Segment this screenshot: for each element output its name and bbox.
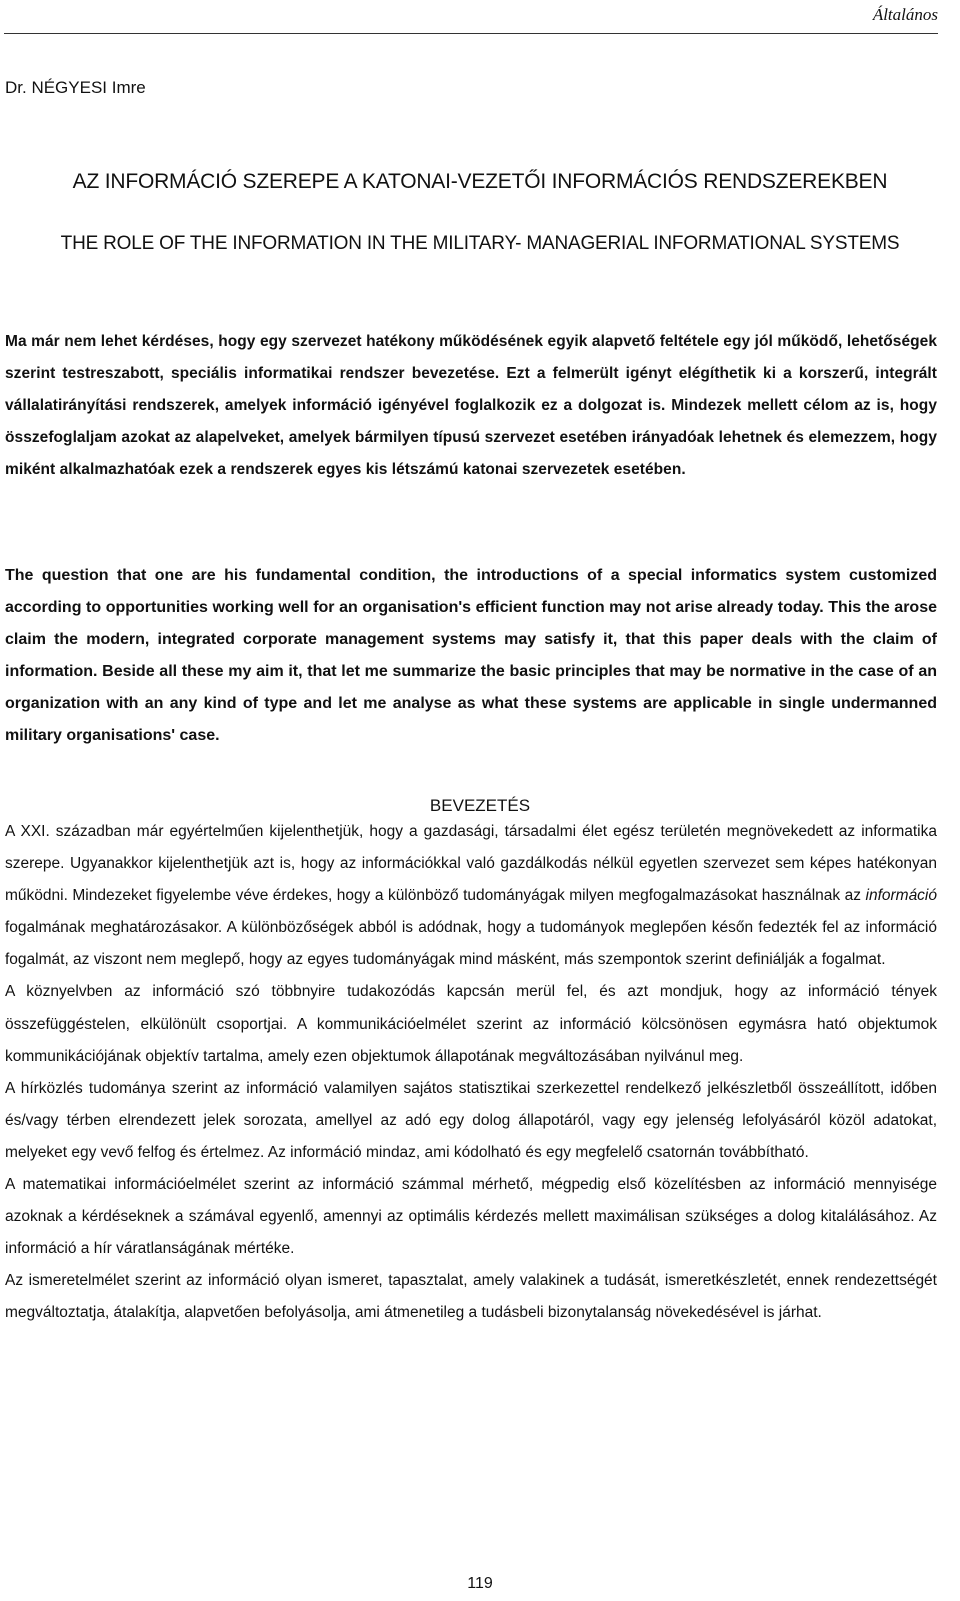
running-header-section: Általános bbox=[872, 5, 938, 24]
body-paragraph: A hírközlés tudománya szerint az információ valamilyen sajátos statisztikai szerkezettel rendelkező jelkészletből összeállított, időben és/vagy térben elrendezett jelek sorozata, amellyel az adó egy dolog állapotáról, vagy egy jelenség lefolyásáról közöl adatokat, melyeket egy vevő felfog és értelmez. Az információ mindaz, ami kódolható és egy megfelelő csatornán továbbítható. bbox=[5, 1079, 937, 1161]
abstract-english: The question that one are his fundamental condition, the introductions of a special informatics system customized according to opportunities working well for an organisation's efficient function may not arise already today. This the arose claim the modern, integrated corporate management systems may satisfy it, that this paper deals with the claim of information. Beside all these my aim it, that let me summarize the basic principles that may be normative in the case of an organization with an any kind of type and let me analyse as what these systems are applicable in single undermanned military organisations' case. bbox=[5, 567, 937, 744]
paragraph-text: A XXI. században már egyértelműen kijelenthetjük, hogy a gazdasági, társadalmi élet egész területén megnövekedett az informatika szerepe. Ugyanakkor kijelenthetjük azt is, hogy az információkkal való gazdálkodás nélkül egyetlen szervezet sem képes hatékonyan működni. Mindezeket figyelembe véve érdekes, hogy a különböző tudományágak milyen megfogalmazásokat használnak az bbox=[5, 823, 937, 905]
author-name: Dr. NÉGYESI Imre bbox=[5, 78, 146, 97]
section-heading: BEVEZETÉS bbox=[429, 796, 531, 815]
title-english: THE ROLE OF THE INFORMATION IN THE MILITARY- MANAGERIAL INFORMATIONAL SYSTEMS bbox=[60, 233, 900, 254]
title-hungarian: AZ INFORMÁCIÓ SZEREPE A KATONAI-VEZETŐI INFORMÁCIÓS RENDSZEREKBEN bbox=[72, 170, 888, 193]
abstract-hungarian: Ma már nem lehet kérdéses, hogy egy szervezet hatékony működésének egyik alapvető feltétele egy jól működő, lehetőségek szerint testreszabott, speciális informatikai rendszer bevezetése. Ezt a felmerült igényt elégíthetik ki a korszerű, integrált vállalatirányítási rendszerek, amelyek információ igényével foglalkozik ez a dolgozat is. Mindezek mellett célom az is, hogy összefoglaljam azokat az alapelveket, amelyek bármilyen típusú szervezet esetében irányadóak lehetnek és elemezzem, hogy miként alkalmazhatóak ezek a rendszerek egyes kis létszámú katonai szervezetek esetében. bbox=[5, 333, 937, 478]
header-divider bbox=[4, 33, 938, 34]
paragraph-text: fogalmának meghatározásakor. A különbözőségek abból is adódnak, hogy a tudományok meglepően későn fedezték fel az információ fogalmát, az viszont nem meglepő, hogy az egyes tudományágak mind másként, más szempontok szerint definiálják a fogalmat. bbox=[5, 919, 937, 969]
body-paragraph: A matematikai információelmélet szerint az információ számmal mérhető, mégpedig első közelítésben az információ mennyisége azoknak a kérdéseknek a számával egyenlő, amennyi az optimális kérdezés mellett maximálisan szükséges a dolog kitalálásához. Az információ a hír váratlanságának mértéke. bbox=[5, 1176, 937, 1258]
page-number: 119 bbox=[467, 1575, 493, 1592]
body-text bbox=[5, 816, 937, 1330]
emphasis-term: információ bbox=[865, 887, 937, 905]
body-paragraph: Az ismeretelmélet szerint az információ olyan ismeret, tapasztalat, amely valakinek a tudását, ismeretkészletét, ennek rendezettségét megváltoztatja, átalakítja, alapvetően befolyásolja, ami átmenetileg a tudásbeli bizonytalanság növekedésével is járhat. bbox=[5, 1272, 937, 1322]
body-paragraph: A köznyelvben az információ szó többnyire tudakozódás kapcsán merül fel, és azt mondjuk, hogy az információ tények összefüggéstelen, elkülönült csoportjai. A kommunikációelmélet szerint az információ kölcsönösen egymásra ható objektumok kommunikációjának objektív tartalma, amely ezen objektumok állapotának megváltozásában nyilvánul meg. bbox=[5, 983, 937, 1065]
body-paragraph bbox=[5, 816, 937, 976]
